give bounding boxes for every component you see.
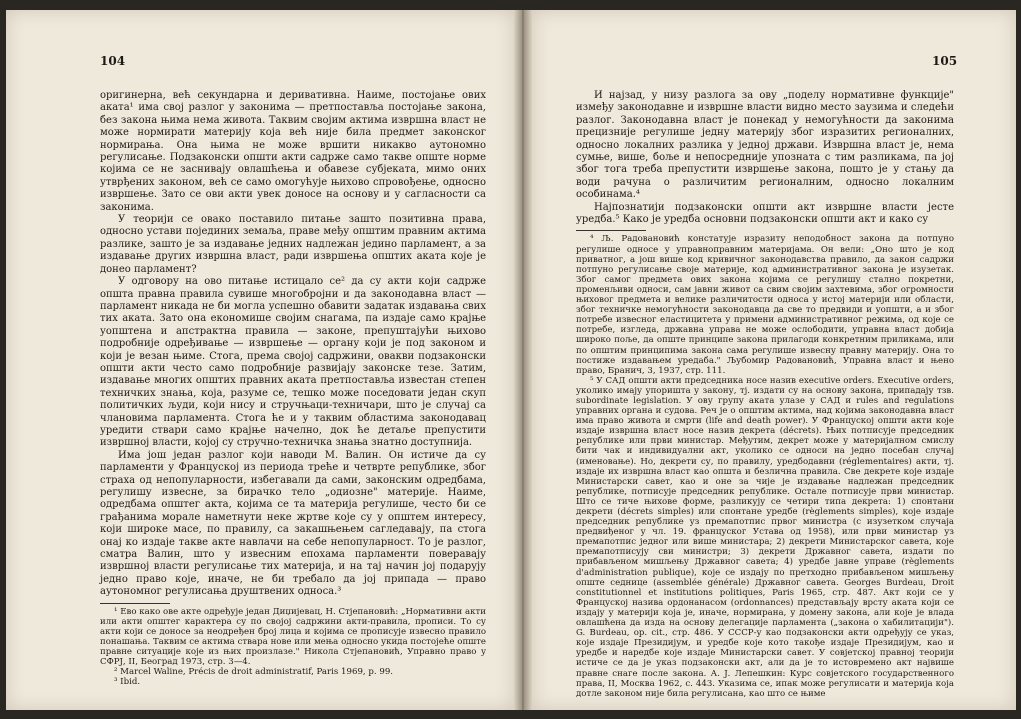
paragraph: У теорији се овако поставило питање зашто позитивна права, односно устави појединих земаља, праве међу општим правним актима разлике, зашто је за издавање једних надлежан једино парламент, а за издавање других извршна власт, ради извршења општих аката које је донео парламент? <box>100 214 486 275</box>
footnotes <box>576 234 954 698</box>
paragraph: У одговору на ово питање истицало се² да су акти који садрже општа правна правила сувише многобројни и да законодавна власт — парламент никада не би могла успешно обавити задатак издавања свих тих аката. Зато она економише својим снагама, па издаје само крајње уопштена и апстрактна правила — законе, препуштајући њихово подробније одређивање — извршење — органу који је под законом и који је везан њиме. Стога, према својој садржини, овакви подзаконски општи акти често само подробније развијају законске тезе. Затим, издавање многих општих правних аката претпоставља известан степен техничких знања, која, разуме се, тешко може поседовати један скуп политичких људи, који нису и стручњаци-техничари, што је случај са члановима парламента. Стога ће и у таквим областима законодавац уредити ствари само крајње начелно, док ће детаље препустити извршној власти, којој су стручно-техничка знања знатно доступнија. <box>100 276 486 449</box>
main-text <box>100 90 486 687</box>
footnote: ² Marcel Waline, Précis de droit administratif, Paris 1969, p. 99. <box>114 667 394 678</box>
footnote-rule <box>576 230 646 231</box>
left-page <box>6 10 514 710</box>
right-page <box>532 10 1016 710</box>
footnote-rule <box>100 603 170 604</box>
page-number: 105 <box>932 54 958 68</box>
paragraph: Има још један разлог који наводи М. Валин. Он истиче да су парламенти у Француској из периода треће и четврте републике, због страха од непопуларности, избегавали да сами, законским одредбама, регулишу извесне, за бирачко тело „одиозне" материје. Наиме, одредбама општег акта, којима се та материја регулише, често би се грађанима морале наметнути неке жртве које су у општем интересу, који широке масе, по правилу, са закашњењем сагледавају, па стога онај ко издаје такве акте навлачи на себе непопуларност. То је разлог, сматра Валин, што у извесним епохама парламенти поверавају извршној власти регулисање тих материја, и на тај начин јој подарују једно право које, иначе, не би требало да јој припада — право аутономног регулисања друштвених односа.³ <box>100 449 486 598</box>
paragraph: И најзад, у низу разлога за ову „поделу нормативне функције" између законодавне и извршне власти видно место заузима и следећи разлог. Законодавна власт је понекад у немогућности да законима прецизније регулише једну материју због изразитих регионалних, односно локалних разлика у једној држави. Извршна власт је, нема сумње, више, боље и непосредније упозната с тим разликама, па јој због тога треба препустити извршење закона, пошто је у стању да води рачуна о различитим регионалним, односно локалним особинама.⁴ <box>576 90 954 201</box>
page-number: 104 <box>100 54 126 68</box>
paragraph: оригинерна, већ секундарна и деривативна. Наиме, постојање ових аката¹ има свој разлог у законима — претпоставља постојање закона, без закона њима нема живота. Таквим својим актима извршна власт не може нормирати материју која већ није била предмет законског нормирања. Она њима не може вршити никакво аутономно регулисање. Подзаконски општи акти садрже само такве опште норме којима се не заснивају овлашћења и обавезе субјеката, мимо оних утврђених законом, већ се само омогућује њихово спровођење, односно извршење. Зато се ови акти увек доносе на основу и у сагласности са законима. <box>100 90 486 213</box>
footnotes <box>100 607 486 688</box>
paragraph: Најпознатији подзаконски општи акт извршне власти јесте уредба.⁵ Како је уредба основни подзаконски општи акт и како су <box>576 201 954 226</box>
footnote: ⁵ У САД општи акти председника носе назив executive orders. Executive orders, уколико имају упоришта у закону, тј. издати су на основу закона, припадају тзв. subordinate legislation. У ову групу аката улазе у САД и rules and regulations управних органа и судова. Реч је о општим актима, над којима законодавна власт има право живота и смрти (life and death power). У Француској општи акти које издаје извршна власт носе назив декрета (décrets). Њих потписује председник републике или први министар. Међутим, декрет може у материјалном смислу бити чак и индивидуални акт, уколико се односи на једно посебан случај (именовање). Но, декрети су, по правилу, уредбодавни (réglementaires) акти, тј. издаје их извршна власт као општа и безлична правила. Све декрете које издаје Министарски савет, као и оне за чије је издавање надлежан председник републике, потписује председник републике. Остале потписује први министар. Што се тиче њихове форме, разликују се четири типа декрета: 1) спонтани декрети (décrets simples) или спонтане уредбе (règlements simples), које издаје председник републике уз премапотпис првог министра (с изузетком случаја предвиђеног у чл. 19. француског Устава од 1958), или први министар уз премапотпис једног или више министара; 2) декрети Министарског савета, које премапотписују сви министри; 3) декрети Државног савета, издати по прибављеном мишљењу Државног савета; 4) уредбе јавне управе (règlements d'administration publique), које се издају по претходно прибављеном мишљењу опште седнице (assemblée générale) Државног савета. Georges Burdeau, Droit constitutionnel et institutions politiques, Paris 1965, стр. 487. Акт који се у Француској назива ордонанасом (ordonnances) представљају врсту аката који се издају у материји која је, иначе, нормирана, у домену закона, али које је влада овлашћена да изда на основу делегације парламента („закона о хабилитацији"). G. Burdeau, op. cit., стр. 486. У СССР-у као подзаконски акти одређују се указ, које издаје Президијум, и уредбе које кото такође издаје Президијум, као и уредбе и наредбе које издаје Министарски савет. У совјетској правној теорији истиче се да је указ подзаконски акт, али да је то истовремено акт највише правне снаге после закона. А. Ј. Лепешкин: Курс совјетского государственного права, II, Москва 1962, с. 443. Указима се, ипак може регулисати и материја која дотле законом није била регулисана, као што се њиме <box>576 375 954 699</box>
book-gutter <box>514 10 532 710</box>
footnote: ³ Ibid. <box>114 677 141 688</box>
footnote: ¹ Ево како ове акте одређује један Диџијевац, Н. Стјепановић: „Нормативни акти или акти општег карактера су по својој садржини акти-правила, прописи. То су акти који се доносе за неодређен број лица и којима се прописује извесно правило понашања. Таквим се актима ствара нове или мења односно укида постојеће опште правне ситуације које из њих произлазе." Никола Стјепановић, Управно право у СФРЈ, II, Београд 1973, стр. 3—4. <box>100 606 486 668</box>
footnote: ⁴ Љ. Радовановић констатује изразиту неподобност закона да потпуно регулише односе у управноправним материјама. Он вели: „Оно што је код приватног, а још више код кривичног законодавства правило, да закон садржи потпуно регулисање своје материје, код административног закона је изузетак. Због самог предмета ових закона којима се регулишу стално покретни, променљиви односи, сам јавни живот са свим својим захтевима, због огромности њиховог предмета и велике различитости односа у истој материји или области, због техничке немогућности законодавца да све то предвиди и уопшти, а и због потребе извесног еластицитета у примени административног режима, од које се потребе, изгледа, државна управа не може ослободити, управна власт добија широко поље, да опште принципе закона прилагоди конкретним приликама, или по општим принципима закона сама регулише извесну правну материју. Она то постиже издавањем уредаба." Љубомир Радовановић, Управна власт и њено право, Бранич, 3, 1937, стр. 111. <box>576 234 954 376</box>
main-text <box>576 90 954 699</box>
